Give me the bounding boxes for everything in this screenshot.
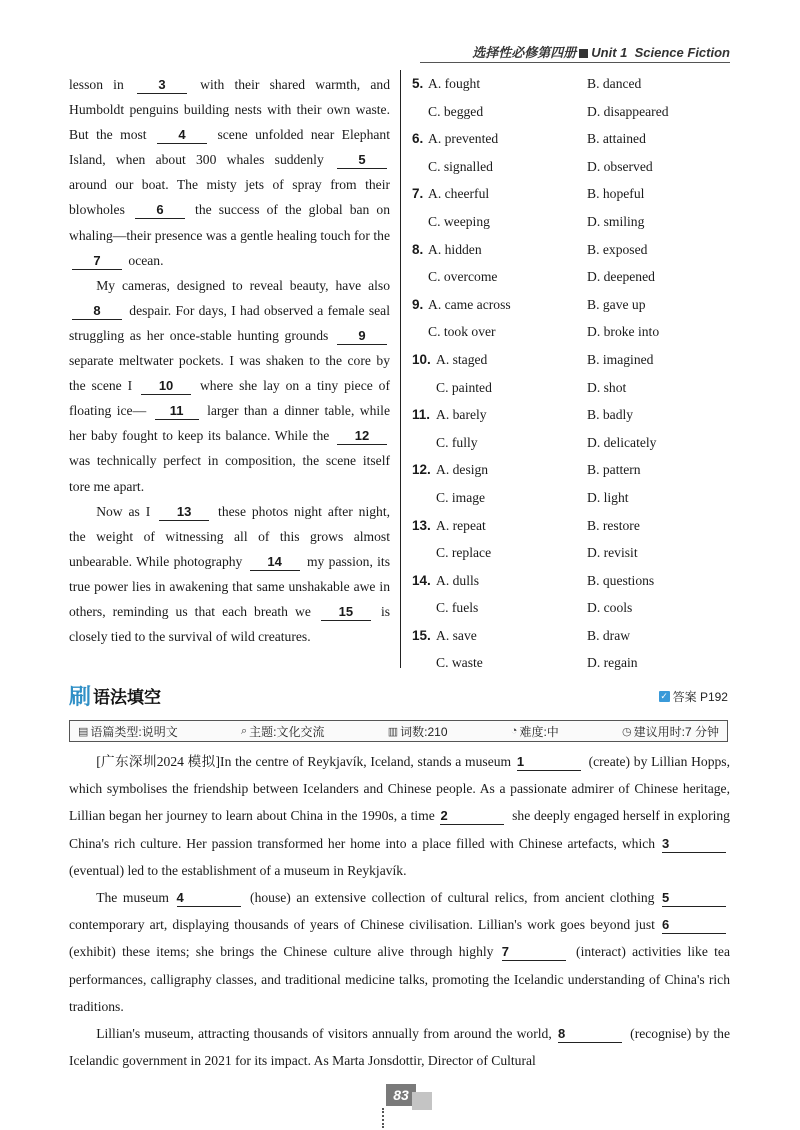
info-time-text: 建议用时:7 分钟 bbox=[633, 724, 719, 739]
option-choice[interactable]: A. save bbox=[436, 627, 477, 643]
option-row bbox=[410, 153, 730, 181]
option-choice[interactable]: B. danced bbox=[587, 76, 642, 91]
header-square-icon bbox=[579, 49, 588, 58]
page-dots-decoration bbox=[382, 1108, 386, 1128]
option-row bbox=[410, 208, 730, 236]
blank-4[interactable]: 4 bbox=[177, 890, 241, 907]
gauge-icon: ◔ bbox=[510, 725, 518, 737]
blank-7[interactable]: 7 bbox=[502, 944, 566, 961]
option-choice[interactable]: C. waste bbox=[436, 655, 483, 671]
info-theme-text: 主题:文化交流 bbox=[249, 724, 325, 739]
blank-3[interactable]: 3 bbox=[137, 77, 187, 94]
blank-15[interactable]: 15 bbox=[321, 604, 371, 621]
option-choice[interactable]: D. observed bbox=[587, 158, 653, 174]
option-choice[interactable]: C. image bbox=[436, 489, 486, 505]
option-row bbox=[410, 291, 730, 319]
question-number: 10. bbox=[412, 351, 431, 367]
option-choice[interactable]: D. shot bbox=[587, 379, 627, 395]
option-row bbox=[410, 567, 730, 595]
passage-text: larger than a dinner table, while her baby fought to keep its balance. While the bbox=[69, 403, 390, 444]
info-words bbox=[388, 723, 448, 740]
option-row bbox=[410, 484, 730, 512]
blank-3[interactable]: 3 bbox=[662, 836, 726, 853]
option-choice[interactable]: D. broke into bbox=[587, 324, 660, 340]
blank-8[interactable]: 8 bbox=[558, 1026, 622, 1043]
blank-8[interactable]: 8 bbox=[72, 303, 122, 320]
option-choice[interactable]: B. imagined bbox=[587, 351, 654, 367]
option-row bbox=[410, 594, 730, 622]
option-row bbox=[410, 539, 730, 567]
info-time bbox=[622, 723, 719, 740]
option-choice[interactable]: A. cheerful bbox=[428, 186, 490, 202]
cloze-options bbox=[410, 70, 730, 677]
option-choice[interactable]: A. dulls bbox=[436, 572, 480, 588]
option-choice[interactable]: D. smiling bbox=[587, 213, 645, 229]
search-icon: ⌕ bbox=[241, 724, 248, 737]
blank-1[interactable]: 1 bbox=[517, 754, 581, 771]
option-row bbox=[410, 318, 730, 346]
blank-7[interactable]: 7 bbox=[72, 253, 122, 270]
option-choice[interactable]: C. weeping bbox=[428, 213, 490, 229]
option-row bbox=[410, 512, 730, 540]
grammar-paragraph bbox=[69, 1020, 730, 1074]
option-choice[interactable]: A. came across bbox=[428, 296, 511, 312]
option-choice[interactable]: B. exposed bbox=[587, 241, 648, 257]
option-row bbox=[410, 429, 730, 457]
option-row bbox=[410, 125, 730, 153]
option-choice[interactable]: A. prevented bbox=[428, 131, 499, 147]
passage-text: (eventual) led to the establishment of a museum in Reykjavík. bbox=[69, 862, 407, 878]
question-number: 5. bbox=[412, 76, 424, 91]
blank-12[interactable]: 12 bbox=[337, 428, 387, 445]
passage-text: (recognise) by the Icelandic government in 2021 for its impact. As Marta Jonsdottir, Director of Cultural bbox=[69, 1026, 730, 1069]
section-title bbox=[69, 682, 161, 708]
answer-reference bbox=[659, 688, 728, 705]
passage-text: was technically perfect in composition, the scene itself tore me apart. bbox=[69, 453, 390, 494]
option-choice[interactable]: D. regain bbox=[587, 655, 638, 671]
option-choice[interactable]: A. staged bbox=[436, 351, 488, 367]
option-choice[interactable]: A. fought bbox=[428, 76, 481, 91]
info-type bbox=[78, 723, 178, 740]
option-choice[interactable]: D. cools bbox=[587, 600, 633, 616]
passage-text: around our boat. The misty jets of spray from their blowholes bbox=[69, 177, 390, 218]
header-rule bbox=[420, 62, 730, 63]
option-row bbox=[410, 70, 730, 98]
option-row bbox=[410, 236, 730, 264]
question-number: 14. bbox=[412, 572, 431, 588]
check-icon: ✓ bbox=[660, 691, 668, 701]
blank-14[interactable]: 14 bbox=[250, 554, 300, 571]
topic-label: Science Fiction bbox=[634, 45, 730, 60]
grammar-fill-passage bbox=[69, 748, 730, 1074]
passage-text: the success of the global ban on whaling—their presence was a gentle healing touch for the bbox=[69, 202, 391, 243]
option-row bbox=[410, 180, 730, 208]
passage-text: (house) an extensive collection of cultural relics, from ancient clothing bbox=[244, 890, 660, 906]
question-number: 8. bbox=[412, 241, 424, 257]
blank-9[interactable]: 9 bbox=[337, 328, 387, 345]
option-choice[interactable]: A. design bbox=[436, 462, 489, 478]
page-number: 83 bbox=[386, 1084, 416, 1106]
book-label: 选择性必修第四册 bbox=[472, 45, 577, 60]
option-choice[interactable]: B. pattern bbox=[587, 462, 641, 478]
passage-text: with their shared warmth, and Humboldt penguins building nests with their own waste. But the most bbox=[69, 77, 390, 143]
option-choice[interactable]: C. fully bbox=[436, 434, 478, 450]
option-choice[interactable]: B. gave up bbox=[587, 296, 646, 312]
option-choice[interactable]: D. light bbox=[587, 489, 629, 505]
passage-text: (exhibit) these items; she brings the Chinese culture alive through highly bbox=[69, 944, 500, 960]
option-row bbox=[410, 649, 730, 677]
option-choice[interactable]: B. restore bbox=[587, 517, 640, 533]
question-number: 6. bbox=[412, 131, 424, 147]
info-difficulty-text: 难度:中 bbox=[519, 724, 559, 739]
option-choice[interactable]: B. badly bbox=[587, 407, 634, 423]
option-choice[interactable]: B. attained bbox=[587, 131, 646, 147]
blank-10[interactable]: 10 bbox=[141, 378, 191, 395]
page-number-decoration bbox=[412, 1092, 432, 1110]
question-number: 13. bbox=[412, 517, 431, 533]
blank-5[interactable]: 5 bbox=[337, 152, 387, 169]
column-divider bbox=[400, 70, 401, 668]
option-choice[interactable]: A. repeat bbox=[436, 517, 486, 533]
page-header bbox=[440, 42, 730, 62]
cloze-paragraph bbox=[69, 499, 390, 650]
option-choice[interactable]: C. begged bbox=[428, 103, 484, 119]
section-title-text: 语法填空 bbox=[93, 687, 162, 707]
question-number: 11. bbox=[412, 407, 431, 423]
option-choice[interactable]: D. revisit bbox=[587, 545, 638, 561]
brush-title-char: 刷 bbox=[69, 683, 92, 709]
option-choice[interactable]: C. fuels bbox=[436, 600, 479, 616]
passage-text: is closely tied to the survival of wild creatures. bbox=[69, 603, 391, 645]
blank-6[interactable]: 6 bbox=[135, 202, 185, 219]
passage-text: she deeply engaged herself in exploring China's rich culture. Her passion transformed her home into a place filled with Chinese artefacts, which bbox=[69, 808, 730, 851]
option-choice[interactable]: D. delicately bbox=[587, 434, 657, 450]
info-theme bbox=[241, 723, 325, 740]
option-choice[interactable]: C. signalled bbox=[428, 158, 493, 174]
blank-11[interactable]: 11 bbox=[155, 403, 199, 420]
passage-text: contemporary art, displaying thousands of years of Chinese civilisation. Lillian's work goes beyond just bbox=[69, 917, 660, 933]
option-choice[interactable]: C. took over bbox=[428, 324, 496, 340]
grammar-paragraph bbox=[69, 884, 730, 1020]
passage-text: my passion, its true power lies in awakening that same unshakable awe in others, reminding us that each breath we bbox=[69, 553, 390, 619]
clock-icon: ◷ bbox=[622, 725, 632, 738]
passage-text: scene unfolded near Elephant Island, when about 300 whales suddenly bbox=[69, 127, 390, 168]
option-choice[interactable]: A. barely bbox=[436, 407, 487, 423]
blank-13[interactable]: 13 bbox=[159, 504, 209, 521]
info-type-text: 语篇类型:说明文 bbox=[90, 724, 178, 739]
option-choice[interactable]: C. painted bbox=[436, 379, 492, 395]
passage-text: (interact) activities like tea performances, calligraphy classes, and traditional medicine talks, promoting the Icelandic understanding of China's rich traditions. bbox=[69, 944, 731, 1014]
option-choice[interactable]: A. hidden bbox=[428, 241, 482, 257]
blank-4[interactable]: 4 bbox=[157, 127, 207, 144]
option-row bbox=[410, 346, 730, 374]
cloze-paragraph bbox=[69, 273, 390, 499]
passage-text: despair. For days, I had observed a female seal struggling as her once-stable hunting grounds bbox=[69, 302, 390, 343]
question-number: 7. bbox=[412, 186, 424, 202]
cloze-paragraph bbox=[69, 72, 390, 273]
grammar-paragraph bbox=[69, 748, 730, 884]
passage-text: separate meltwater pockets. I was shaken to the core by the scene I bbox=[69, 353, 390, 394]
passage-text: Lillian's museum, attracting thousands of visitors annually from around the world, bbox=[96, 1026, 556, 1042]
option-choice[interactable]: C. overcome bbox=[428, 269, 498, 285]
option-choice[interactable]: B. hopeful bbox=[587, 186, 645, 202]
option-row bbox=[410, 401, 730, 429]
passage-text: where she lay on a tiny piece of floating ice— bbox=[69, 378, 390, 419]
passage-text: lesson in bbox=[69, 77, 134, 92]
blank-5[interactable]: 5 bbox=[662, 890, 726, 907]
option-choice[interactable]: C. replace bbox=[436, 545, 492, 561]
option-row bbox=[410, 98, 730, 126]
blank-6[interactable]: 6 bbox=[662, 917, 726, 934]
passage-text: Now as I bbox=[96, 503, 157, 519]
question-number: 15. bbox=[412, 627, 431, 643]
question-number: 9. bbox=[412, 296, 424, 312]
option-choice[interactable]: D. disappeared bbox=[587, 103, 669, 119]
passage-text: [广东深圳2024 模拟]In the centre of Reykjavík, Iceland, stands a museum bbox=[96, 754, 515, 769]
option-row bbox=[410, 374, 730, 402]
option-row bbox=[410, 622, 730, 650]
info-words-text: 词数:210 bbox=[400, 724, 448, 739]
unit-label: Unit 1 bbox=[591, 45, 628, 60]
book-icon: ▥ bbox=[387, 725, 399, 738]
info-difficulty bbox=[511, 723, 559, 740]
passage-text: (create) by Lillian Hopps, which symbolises the friendship between Icelanders and Chinese people. As a passionate admirer of Chinese heritage, Lillian began her journey to learn about China in the 1990s, a time bbox=[69, 754, 730, 824]
passage-info-bar bbox=[69, 720, 728, 742]
option-row bbox=[410, 456, 730, 484]
blank-2[interactable]: 2 bbox=[440, 808, 504, 825]
passage-text: My cameras, designed to reveal beauty, have also bbox=[96, 277, 390, 293]
answer-ref-text: 答案 P192 bbox=[672, 690, 728, 704]
option-choice[interactable]: D. deepened bbox=[587, 269, 655, 285]
option-choice[interactable]: B. draw bbox=[587, 627, 631, 643]
passage-text: these photos night after night, the weight of witnessing all of this grows almost unbearable. While photography bbox=[69, 503, 390, 569]
document-icon: ▤ bbox=[78, 725, 89, 738]
cloze-passage bbox=[69, 72, 390, 649]
question-number: 12. bbox=[412, 462, 431, 478]
option-row bbox=[410, 263, 730, 291]
passage-text: ocean. bbox=[125, 252, 164, 268]
option-choice[interactable]: B. questions bbox=[587, 572, 655, 588]
passage-text: The museum bbox=[96, 890, 175, 906]
